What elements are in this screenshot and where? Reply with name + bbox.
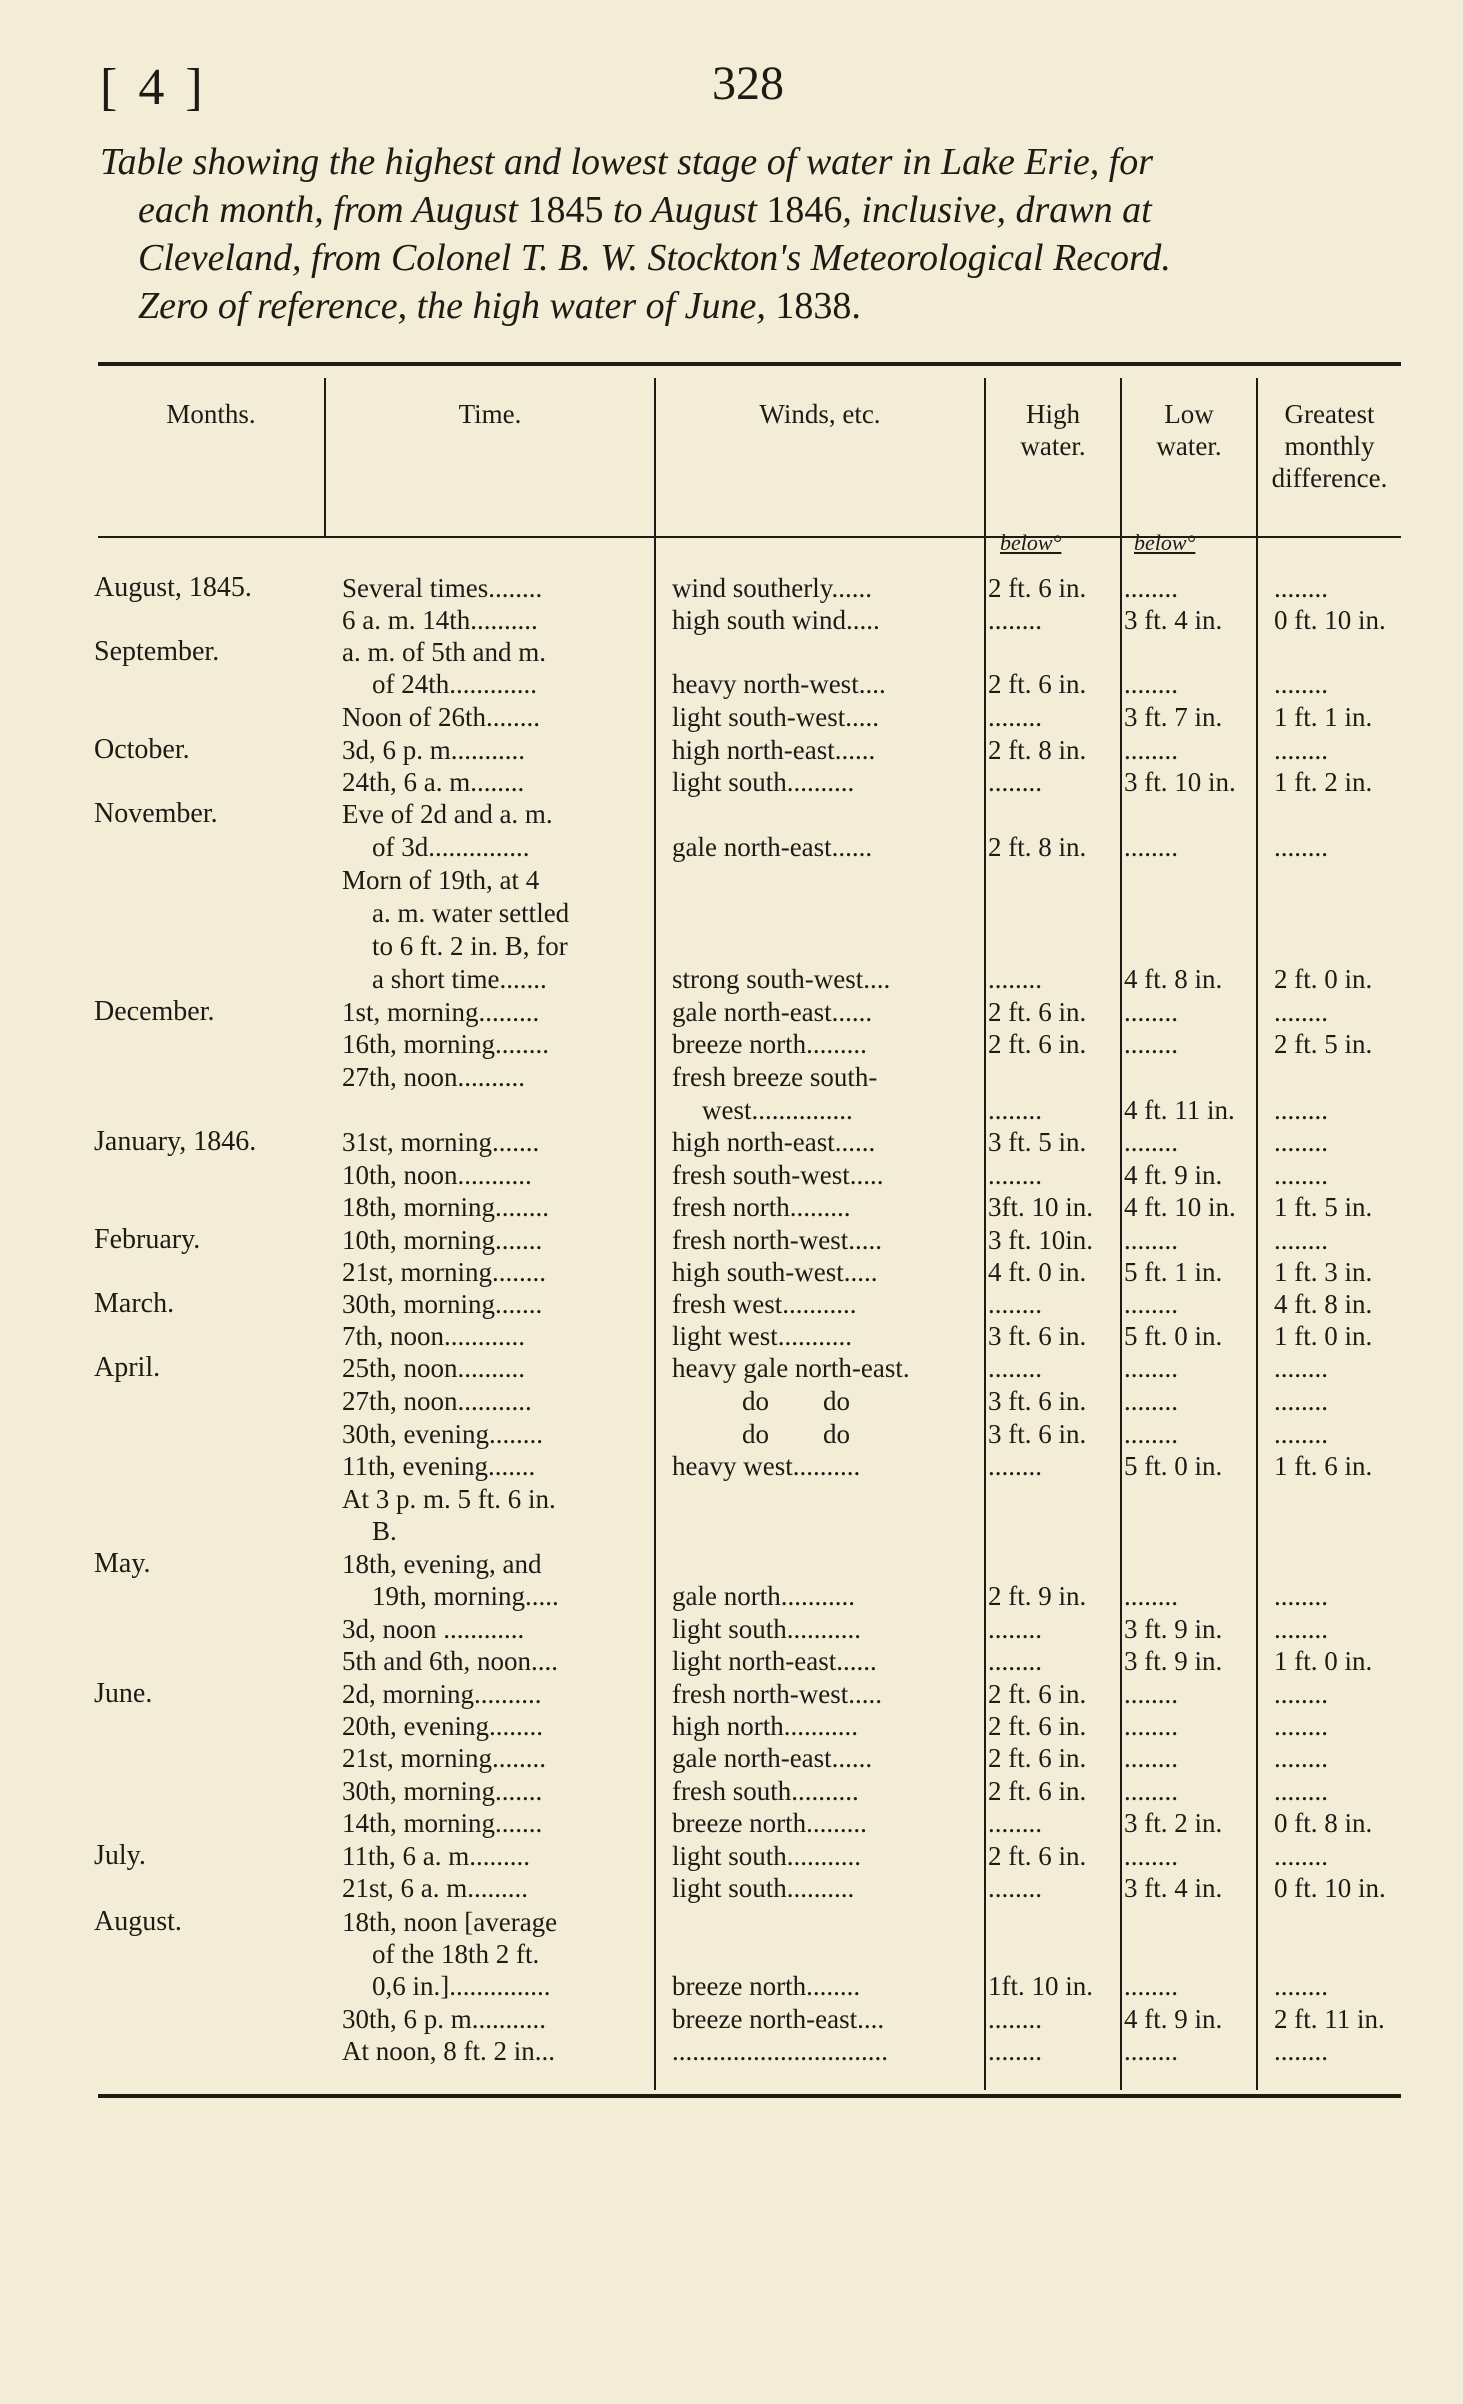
wind-cell: ................................ (672, 2036, 888, 2066)
difference-cell: ........ (1274, 1581, 1328, 1611)
high-water-cell: 2 ft. 6 in. (988, 573, 1087, 603)
col-header-time: Time. (458, 399, 522, 429)
difference-cell: ........ (1274, 1225, 1328, 1255)
col-header-low: Low water. (1156, 399, 1222, 461)
high-water-cell: 2 ft. 9 in. (988, 1581, 1087, 1611)
high-water-cell: 2 ft. 6 in. (988, 1679, 1087, 1709)
time-cell: of the 18th 2 ft. (372, 1939, 540, 1969)
high-water-cell: 3 ft. 6 in. (988, 1321, 1087, 1351)
low-water-cell: ........ (1124, 2036, 1178, 2066)
month-label: February. (94, 1224, 201, 1255)
low-water-cell: ........ (1124, 1841, 1178, 1871)
month-label: August, 1845. (94, 572, 252, 603)
title-line-2: each month, from August 1845 to August 1846, inclusive, drawn at (138, 189, 1152, 231)
wind-cell: gale north-east...... (672, 1743, 873, 1773)
low-water-cell: ........ (1124, 997, 1178, 1027)
time-cell: Eve of 2d and a. m. (342, 799, 553, 829)
difference-cell: ........ (1274, 1386, 1328, 1416)
difference-cell: ........ (1274, 1711, 1328, 1741)
difference-cell: ........ (1274, 1127, 1328, 1157)
low-water-cell: 3 ft. 2 in. (1124, 1808, 1223, 1838)
high-water-cell: ........ (988, 1614, 1042, 1644)
time-cell: 7th, noon............ (342, 1321, 526, 1351)
difference-cell: 2 ft. 11 in. (1274, 2004, 1385, 2034)
difference-cell: 1 ft. 3 in. (1274, 1257, 1373, 1287)
column-divider (1120, 378, 1122, 2090)
high-water-cell: 4 ft. 0 in. (988, 1257, 1087, 1287)
wind-cell: light north-east...... (672, 1646, 877, 1676)
time-cell: Noon of 26th........ (342, 702, 540, 732)
high-unit-label: below° (1000, 530, 1062, 555)
low-water-cell: 3 ft. 4 in. (1124, 1873, 1223, 1903)
difference-cell: ........ (1274, 1841, 1328, 1871)
wind-cell: high north........... (672, 1711, 858, 1741)
low-water-cell: 5 ft. 0 in. (1124, 1451, 1223, 1481)
wind-cell: light south-west..... (672, 702, 879, 732)
time-cell: of 24th............. (372, 669, 537, 699)
high-water-cell: ........ (988, 2004, 1042, 2034)
low-water-cell: ........ (1124, 1711, 1178, 1741)
low-water-cell: 5 ft. 1 in. (1124, 1257, 1223, 1287)
high-water-cell: 2 ft. 8 in. (988, 735, 1087, 765)
time-cell: 3d, 6 p. m........... (342, 735, 526, 765)
low-water-cell: 3 ft. 9 in. (1124, 1614, 1223, 1644)
month-label: September. (94, 636, 220, 667)
time-cell: 11th, 6 a. m......... (342, 1841, 530, 1871)
column-divider (984, 378, 986, 2090)
difference-cell: ........ (1274, 735, 1328, 765)
high-water-cell: 2 ft. 6 in. (988, 1711, 1087, 1741)
difference-cell: 2 ft. 5 in. (1274, 1029, 1373, 1059)
time-cell: 31st, morning....... (342, 1127, 540, 1157)
low-water-cell: 4 ft. 10 in. (1124, 1192, 1236, 1222)
high-water-cell: 3 ft. 5 in. (988, 1127, 1087, 1157)
time-cell: 27th, noon........... (342, 1386, 532, 1416)
wind-cell: breeze north......... (672, 1029, 867, 1059)
low-water-cell: ........ (1124, 1386, 1178, 1416)
time-cell: 20th, evening........ (342, 1711, 543, 1741)
time-cell: 5th and 6th, noon.... (342, 1646, 558, 1676)
high-water-cell: ........ (988, 1353, 1042, 1383)
low-water-cell: 3 ft. 10 in. (1124, 767, 1236, 797)
difference-cell: ........ (1274, 573, 1328, 603)
wind-cell: fresh breeze south- (672, 1062, 878, 1092)
high-water-cell: 2 ft. 6 in. (988, 669, 1087, 699)
time-cell: 21st, morning........ (342, 1257, 547, 1287)
low-water-cell: 3 ft. 4 in. (1124, 605, 1223, 635)
wind-cell: heavy gale north-east. (672, 1353, 910, 1383)
wind-cell: gale north-east...... (672, 997, 873, 1027)
difference-cell: ........ (1274, 669, 1328, 699)
wind-cell: light south........... (672, 1841, 862, 1871)
time-cell: 30th, morning....... (342, 1289, 543, 1319)
difference-cell: ........ (1274, 997, 1328, 1027)
low-water-cell: ........ (1124, 1581, 1178, 1611)
time-cell: 27th, noon.......... (342, 1062, 526, 1092)
wind-cell: fresh north......... (672, 1192, 851, 1222)
time-cell: 30th, morning....... (342, 1776, 543, 1806)
time-cell: 18th, noon [average (342, 1907, 558, 1937)
title-line-4: Zero of reference, the high water of June, 1838. (138, 285, 861, 327)
difference-cell: 1 ft. 2 in. (1274, 767, 1373, 797)
low-water-cell: ........ (1124, 1419, 1178, 1449)
col-header-months: Months. (166, 399, 256, 429)
month-label: July. (94, 1840, 146, 1871)
wind-cell: breeze north......... (672, 1808, 867, 1838)
time-cell: 18th, evening, and (342, 1549, 542, 1579)
time-cell: a. m. water settled (372, 898, 570, 928)
section-marker: [ 4 ] (100, 59, 207, 116)
time-cell: 10th, noon........... (342, 1160, 532, 1190)
high-water-cell: ........ (988, 2036, 1042, 2066)
wind-cell: light south.......... (672, 767, 855, 797)
wind-cell: strong south-west.... (672, 964, 891, 994)
difference-cell: ........ (1274, 2036, 1328, 2066)
title-line-3: Cleveland, from Colonel T. B. W. Stockton's Meteorological Record. (138, 237, 1171, 279)
wind-cell: light south.......... (672, 1873, 855, 1903)
time-cell: 0,6 in.]............... (372, 1971, 551, 2001)
low-water-cell: ........ (1124, 832, 1178, 862)
month-label: April. (94, 1352, 161, 1383)
difference-cell: ........ (1274, 1743, 1328, 1773)
wind-cell: fresh south.......... (672, 1776, 859, 1806)
table-top-rule (98, 362, 1401, 366)
high-water-cell: 2 ft. 8 in. (988, 832, 1087, 862)
column-divider (1256, 378, 1258, 2090)
wind-cell: do do (742, 1386, 850, 1416)
low-water-cell: 3 ft. 7 in. (1124, 702, 1223, 732)
difference-cell: 1 ft. 6 in. (1274, 1451, 1373, 1481)
page-number: 328 (712, 57, 784, 110)
wind-cell: light south........... (672, 1614, 862, 1644)
time-cell: to 6 ft. 2 in. B, for (372, 931, 568, 961)
wind-cell: gale north-east...... (672, 832, 873, 862)
month-label: March. (94, 1288, 175, 1319)
high-water-cell: ........ (988, 1873, 1042, 1903)
difference-cell: 0 ft. 10 in. (1274, 1873, 1386, 1903)
time-cell: 2d, morning.......... (342, 1679, 542, 1709)
wind-cell: fresh west........... (672, 1289, 857, 1319)
low-water-cell: ........ (1124, 1225, 1178, 1255)
low-water-cell: ........ (1124, 1029, 1178, 1059)
low-water-cell: 5 ft. 0 in. (1124, 1321, 1223, 1351)
difference-cell: 0 ft. 8 in. (1274, 1808, 1373, 1838)
low-water-cell: ........ (1124, 1679, 1178, 1709)
time-cell: 14th, morning....... (342, 1808, 543, 1838)
time-cell: a short time....... (372, 964, 547, 994)
high-water-cell: 1ft. 10 in. (988, 1971, 1093, 2001)
wind-cell: wind southerly...... (672, 573, 872, 603)
time-cell: 30th, evening........ (342, 1419, 543, 1449)
time-cell: B. (372, 1516, 397, 1546)
time-cell: 18th, morning........ (342, 1192, 549, 1222)
difference-cell: ........ (1274, 1353, 1328, 1383)
month-label: January, 1846. (94, 1126, 257, 1157)
table-bottom-rule (98, 2094, 1401, 2098)
time-cell: 6 a. m. 14th.......... (342, 605, 538, 635)
time-cell: At 3 p. m. 5 ft. 6 in. (342, 1484, 556, 1514)
wind-cell: heavy west.......... (672, 1451, 861, 1481)
difference-cell: 2 ft. 0 in. (1274, 964, 1373, 994)
wind-cell: gale north........... (672, 1581, 855, 1611)
col-header-winds: Winds, etc. (759, 399, 881, 429)
high-water-cell: ........ (988, 767, 1042, 797)
low-water-cell: 4 ft. 8 in. (1124, 964, 1223, 994)
time-cell: Several times........ (342, 573, 543, 603)
time-cell: 24th, 6 a. m........ (342, 767, 525, 797)
wind-cell: west............... (702, 1095, 853, 1125)
high-water-cell: ........ (988, 1646, 1042, 1676)
wind-cell: heavy north-west.... (672, 669, 886, 699)
high-water-cell: ........ (988, 964, 1042, 994)
high-water-cell: 2 ft. 6 in. (988, 1029, 1087, 1059)
high-water-cell: 2 ft. 6 in. (988, 997, 1087, 1027)
time-cell: At noon, 8 ft. 2 in... (342, 2036, 555, 2066)
month-label: December. (94, 996, 215, 1027)
high-water-cell: 3ft. 10 in. (988, 1192, 1093, 1222)
month-label: August. (94, 1906, 182, 1937)
time-cell: 30th, 6 p. m........... (342, 2004, 547, 2034)
low-water-cell: ........ (1124, 1353, 1178, 1383)
difference-cell: 1 ft. 5 in. (1274, 1192, 1373, 1222)
low-water-cell: ........ (1124, 573, 1178, 603)
wind-cell: high north-east...... (672, 735, 876, 765)
low-water-cell: ........ (1124, 1971, 1178, 2001)
low-water-cell: ........ (1124, 735, 1178, 765)
difference-cell: ........ (1274, 1419, 1328, 1449)
month-label: October. (94, 734, 190, 765)
high-water-cell: ........ (988, 1808, 1042, 1838)
col-header-high: High water. (1020, 399, 1086, 461)
time-cell: of 3d............... (372, 832, 530, 862)
wind-cell: breeze north-east.... (672, 2004, 885, 2034)
wind-cell: breeze north........ (672, 1971, 861, 2001)
difference-cell: ........ (1274, 1614, 1328, 1644)
time-cell: Morn of 19th, at 4 (342, 865, 540, 895)
high-water-cell: ........ (988, 702, 1042, 732)
high-water-cell: ........ (988, 1095, 1042, 1125)
wind-cell: do do (742, 1419, 850, 1449)
month-label: June. (94, 1678, 153, 1709)
time-cell: 25th, noon.......... (342, 1353, 526, 1383)
title-line-1: Table showing the highest and lowest stage of water in Lake Erie, for (100, 141, 1154, 183)
wind-cell: light west........... (672, 1321, 852, 1351)
wind-cell: fresh north-west..... (672, 1225, 882, 1255)
low-water-cell: 3 ft. 9 in. (1124, 1646, 1223, 1676)
low-water-cell: ........ (1124, 1776, 1178, 1806)
difference-cell: 4 ft. 8 in. (1274, 1289, 1373, 1319)
time-cell: 21st, morning........ (342, 1743, 547, 1773)
difference-cell: ........ (1274, 1095, 1328, 1125)
high-water-cell: ........ (988, 1451, 1042, 1481)
column-divider (654, 378, 656, 2090)
high-water-cell: 2 ft. 6 in. (988, 1743, 1087, 1773)
wind-cell: high north-east...... (672, 1127, 876, 1157)
difference-cell: 1 ft. 0 in. (1274, 1321, 1373, 1351)
time-cell: 19th, morning..... (372, 1581, 559, 1611)
high-water-cell: 3 ft. 6 in. (988, 1386, 1087, 1416)
time-cell: a. m. of 5th and m. (342, 637, 546, 667)
low-water-cell: ........ (1124, 669, 1178, 699)
high-water-cell: ........ (988, 1289, 1042, 1319)
low-water-cell: 4 ft. 11 in. (1124, 1095, 1235, 1125)
difference-cell: ........ (1274, 1679, 1328, 1709)
high-water-cell: ........ (988, 605, 1042, 635)
difference-cell: 1 ft. 1 in. (1274, 702, 1373, 732)
difference-cell: ........ (1274, 832, 1328, 862)
low-water-cell: ........ (1124, 1127, 1178, 1157)
time-cell: 11th, evening....... (342, 1451, 536, 1481)
time-cell: 21st, 6 a. m......... (342, 1873, 528, 1903)
low-water-cell: 4 ft. 9 in. (1124, 2004, 1223, 2034)
month-label: May. (94, 1548, 151, 1579)
difference-cell: 1 ft. 0 in. (1274, 1646, 1373, 1676)
low-unit-label: below° (1134, 530, 1196, 555)
low-water-cell: ........ (1124, 1743, 1178, 1773)
difference-cell: 0 ft. 10 in. (1274, 605, 1386, 635)
wind-cell: fresh north-west..... (672, 1679, 882, 1709)
high-water-cell: 2 ft. 6 in. (988, 1776, 1087, 1806)
time-cell: 1st, morning......... (342, 997, 540, 1027)
col-header-diff: Greatest monthly difference. (1271, 399, 1388, 493)
low-water-cell: ........ (1124, 1289, 1178, 1319)
high-water-cell: 3 ft. 10in. (988, 1225, 1093, 1255)
wind-cell: high south wind..... (672, 605, 880, 635)
wind-cell: high south-west..... (672, 1257, 878, 1287)
header-rule (98, 536, 1401, 538)
table-title (100, 138, 1415, 330)
month-label: November. (94, 798, 218, 829)
high-water-cell: 3 ft. 6 in. (988, 1419, 1087, 1449)
time-cell: 10th, morning....... (342, 1225, 543, 1255)
difference-cell: ........ (1274, 1160, 1328, 1190)
difference-cell: ........ (1274, 1776, 1328, 1806)
low-water-cell: 4 ft. 9 in. (1124, 1160, 1223, 1190)
high-water-cell: 2 ft. 6 in. (988, 1841, 1087, 1871)
time-cell: 3d, noon ............ (342, 1614, 525, 1644)
high-water-cell: ........ (988, 1160, 1042, 1190)
time-cell: 16th, morning........ (342, 1029, 549, 1059)
wind-cell: fresh south-west..... (672, 1160, 884, 1190)
difference-cell: ........ (1274, 1971, 1328, 2001)
